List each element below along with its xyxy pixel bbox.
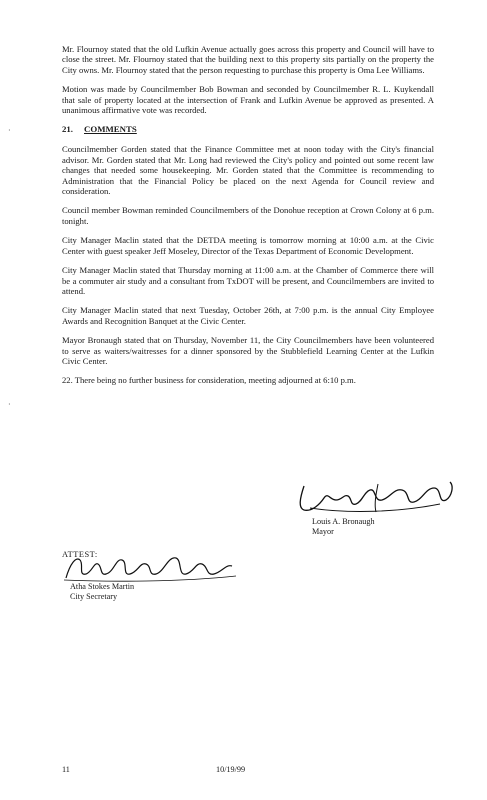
footer-page-number: 11 — [62, 765, 70, 774]
paragraph-motion: Motion was made by Councilmember Bob Bowman and seconded by Councilmember R. L. Kuykendall that sale of property located at the intersection of Frank and Lufkin Avenue be approved as presented. A unanimous affirmative vote was recorded. — [62, 84, 434, 116]
section-heading — [62, 124, 434, 134]
paragraph-flournoy-property: Mr. Flournoy stated that the old Lufkin Avenue actually goes across this property and Council will have to close the street. Mr. Flournoy stated that the building next to this property sits partially on the property the City owns. Mr. Flournoy stated that the person requesting to purchase this property is Oma Lee Williams. — [62, 44, 434, 75]
section-number: 21. — [62, 124, 73, 135]
paragraph-commuter-air-study: City Manager Maclin stated that Thursday morning at 11:00 a.m. at the Chamber of Commerce there will be a commuter air study and a consultant from TxDOT will be present, and Councilmembers are invited to attend. — [62, 265, 434, 296]
attest-label: ATTEST: — [62, 550, 98, 559]
secretary-block — [70, 582, 134, 602]
footer-date: 10/19/99 — [216, 765, 246, 774]
mayor-block — [312, 517, 375, 537]
paragraph-detda-meeting: City Manager Maclin stated that the DETDA meeting is tomorrow morning at 10:00 a.m. at the Civic Center with guest speaker Jeff Moseley, Director of the Texas Department of Economic Development. — [62, 235, 434, 256]
paragraph-stubblefield-dinner: Mayor Bronaugh stated that on Thursday, November 11, the City Councilmembers have been volunteered to serve as waiters/waitresses for a dinner sponsored by the Stubblefield Learning Center at the Lufkin Civic Center. — [62, 335, 434, 366]
minutes-body — [62, 44, 434, 395]
secretary-title: City Secretary — [70, 592, 118, 601]
paragraph-donohue-reception: Council member Bowman reminded Councilmembers of the Donohue reception at Crown Colony at 6 p.m. tonight. — [62, 205, 434, 226]
mayor-signature — [290, 478, 460, 518]
secretary-name: Atha Stokes Martin — [70, 582, 135, 591]
paragraph-adjournment: 22. There being no further business for consideration, meeting adjourned at 6:10 p.m. — [62, 375, 356, 386]
paragraph-awards-banquet: City Manager Maclin stated that next Tuesday, October 26th, at 7:00 p.m. is the annual City Employee Awards and Recognition Banquet at the Civic Center. — [62, 305, 434, 326]
paragraph-finance-committee: Councilmember Gorden stated that the Finance Committee met at noon today with the City's financial advisor. Mr. Gorden stated that Mr. Long had reviewed the City's policy and pointed out some recent law changes that needed some housekeeping. Mr. Gorden stated that the Committee is recommending to Administration that the Financial Policy be placed on the next Agenda for Council review and consideration. — [62, 144, 434, 197]
scan-mark: · — [8, 126, 11, 135]
secretary-signature-graphic — [60, 552, 240, 584]
section-title: COMMENTS — [84, 124, 137, 135]
scan-mark: · — [8, 400, 11, 409]
mayor-name: Louis A. Bronaugh — [312, 517, 375, 526]
mayor-signature-graphic — [290, 478, 460, 518]
mayor-title: Mayor — [312, 527, 334, 536]
